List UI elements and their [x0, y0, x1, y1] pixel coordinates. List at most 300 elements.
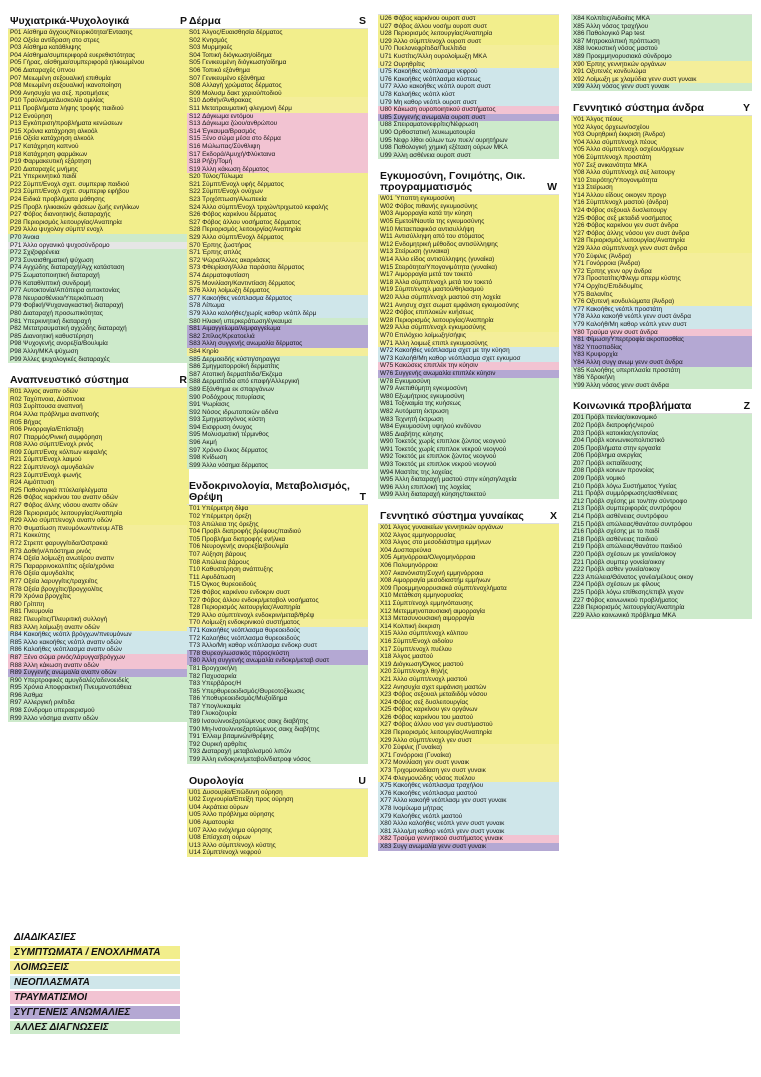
- legend-item-injuries: ΤΡΑΥΜΑΤΙΣΜΟΙ: [10, 991, 180, 1004]
- code-item: P82 Μετατραυματική αγχώδης διαταραχή: [8, 325, 189, 333]
- code-item: U71 Κυστίτις/Άλλη ουρολοίμωξη ΜΚΑ: [378, 53, 559, 61]
- code-item: X74 Φλεγμονώδης νόσος πυέλου: [378, 775, 559, 783]
- code-item: P80 Διαταραχή προσωπικότητας: [8, 310, 189, 318]
- code-item: R26 Φόβος καρκίνου του αναπν οδών: [8, 494, 189, 502]
- code-item: X87 Μητροκολπική πρόπτωση: [571, 38, 752, 46]
- section: [571, 14, 752, 91]
- code-item: S82 Σπίλος/Κρεατοελιά: [187, 333, 368, 341]
- code-item: T91 Έλλειμ βιταμινών/θρέψης: [187, 733, 368, 741]
- code-item: Y76 Οξυτενή κονδυλώματα (Άνδρα): [571, 298, 752, 306]
- code-item: X14 Κολπική έκκριση: [378, 623, 559, 631]
- code-item: Z15 Πρόβλ απώλειας/θανάτου συντρόφου: [571, 521, 752, 529]
- code-item: Y05 Άλλο σύμπτ/ενοχλ οσχέου/όρχεων: [571, 146, 752, 154]
- code-item: Y85 Καλοήθης υπερπλασία προστάτη: [571, 367, 752, 375]
- code-item: R23 Σύμπτ/Ενοχλ φωνής: [8, 472, 189, 480]
- code-item: P03 Αίσθημα κατάθλιψης: [8, 44, 189, 52]
- code-item: Y79 Καλοήθ/Μη καθορ νεόπλ γενν συστ: [571, 321, 752, 329]
- code-item: P24 Ειδικά προβλήματα μάθησης: [8, 196, 189, 204]
- code-item: P75 Σωματοποιητική διαταραχή: [8, 272, 189, 280]
- code-item: R82 Πλευρίτις/Πλευριτική συλλογή: [8, 616, 189, 624]
- code-item: P07 Μειωμένη σεξουαλική επιθυμία: [8, 75, 189, 83]
- code-item: Y06 Σύμπτ/ενοχλ προστάτη: [571, 154, 752, 162]
- code-item: Y08 Άλλο σύμπτ/ενοχλ σεξ λειτουργ: [571, 169, 752, 177]
- code-item: S95 Μολυσματική τέρμινθος: [187, 431, 368, 439]
- code-item: S15 Ξένο σώμα μέσα στο δέρμα: [187, 135, 368, 143]
- section-title: Ουρολογία: [189, 774, 244, 787]
- section-header: [378, 169, 559, 194]
- code-item: S17 Εκδορά/Αμυχή/Φλύκταινα: [187, 151, 368, 159]
- code-item: T03 Απώλεια της όρεξης: [187, 521, 368, 529]
- code-item: Y86 Υδροκήλη: [571, 374, 752, 382]
- code-item: T11 Αφυδάτωση: [187, 574, 368, 582]
- code-item: W11 Αντισύλληψη από του στόματος: [378, 233, 559, 241]
- code-item: X13 Μετασυνουσιακή αιμορραγία: [378, 615, 559, 623]
- code-item: P74 Αγχώδης διαταραχή/Αγχ κατάσταση: [8, 264, 189, 272]
- code-item: X17 Σύμπτ/ενοχλ πυέλου: [378, 646, 559, 654]
- code-item: U07 Άλλο ενόχλημα ούρησης: [187, 827, 368, 835]
- code-item: S73 Φθειρίαση/Άλλα παράσιτα δέρματος: [187, 264, 368, 272]
- code-list: [8, 28, 189, 363]
- code-item: S01 Άλγος/Ευαισθησία δέρματος: [187, 29, 368, 37]
- code-item: W82 Αυτόματη έκτρωση: [378, 408, 559, 416]
- code-item: W91 Τοκετός χωρίς επιπλοκ νεκρού νεογνού: [378, 446, 559, 454]
- section-letter: S: [358, 15, 366, 27]
- code-item: W70 Επιλόχειο λοίμωξη/σήψις: [378, 332, 559, 340]
- code-item: X15 Άλλο σύμπτ/ενοχλ κόλπου: [378, 630, 559, 638]
- column-2: [187, 14, 368, 867]
- code-item: X99 Άλλη νόσος γενν συστ γυναικ: [571, 83, 752, 91]
- code-item: X07 Ακανόνιστη/Συχνή εμμηνόρροια: [378, 570, 559, 578]
- code-item: S74 Δερματοφυτίαση: [187, 272, 368, 280]
- code-item: R73 Δοθιήν/Απόστημα ρινός: [8, 548, 189, 556]
- code-item: X86 Παθολογικό Pap test: [571, 30, 752, 38]
- code-item: P04 Αίσθημα/συμπεριφορά ευερεθιστότητας: [8, 52, 189, 60]
- legend-item-neoplasms: ΝΕΟΠΛΑΣΜΑΤΑ: [10, 976, 180, 989]
- code-item: P99 Άλλες ψυχολογικές διαταραχές: [8, 356, 189, 364]
- code-item: W72 Κακοήθες νεόπλασμα σχετ με την κύηση: [378, 347, 559, 355]
- code-item: R95 Χρόνια Αποφρακτική Πνευμονοπάθεια: [8, 684, 189, 692]
- code-item: S08 Αλλαγή χρώματος δέρματος: [187, 82, 368, 90]
- code-item: X18 Άλγος μαστού: [378, 653, 559, 661]
- code-item: W71 Άλλη λοιμωξ επιπλ εγκυμοσύνης: [378, 340, 559, 348]
- code-item: S93 Σμηγματογόνος κύστη: [187, 416, 368, 424]
- code-item: X77 Άλλο κακοήθ νεόπλασμ γεν συστ γυναικ: [378, 797, 559, 805]
- code-item: U28 Περιορισμός λειτουργίας/Αναπηρία: [378, 30, 559, 38]
- code-item: X81 Άλλο/μη καθορ νεόπλ γενν συστ γυναικ: [378, 828, 559, 836]
- code-item: Z23 Απώλεια/Θάνατος γονέα/μέλους οικογ: [571, 574, 752, 582]
- section: [8, 373, 189, 722]
- code-item: X28 Περιορισμός λειτουργίας/Αναπηρία: [378, 729, 559, 737]
- code-item: R25 Παθολογικά πτύελα/φλέγματα: [8, 487, 189, 495]
- code-item: T07 Αύξηση βάρους: [187, 551, 368, 559]
- code-item: T72 Καλοήθες νεόπλασμα θυρεοειδούς: [187, 635, 368, 643]
- code-item: S94 Εισφρυση όνυχος: [187, 424, 368, 432]
- code-item: P15 Χρόνια κατάχρηση αλκοόλ: [8, 128, 189, 136]
- code-item: S84 Κηρίο: [187, 348, 368, 356]
- section-title: Ενδοκρινολογία, Μεταβολισμός, Θρέψη: [189, 480, 350, 504]
- code-item: P21 Υπερκινητικό παιδί: [8, 173, 189, 181]
- code-item: U06 Αιματουρία: [187, 819, 368, 827]
- code-item: W80 Εξωμήτριος εγκυμοσύνη: [378, 393, 559, 401]
- code-item: W76 Συγγενής ανωμαλία επιπλέκ κύησιν: [378, 370, 559, 378]
- section-header: [8, 14, 189, 28]
- code-item: X04 Δυσπαρεύνια: [378, 547, 559, 555]
- code-item: Y84 Άλλη συγγ ανωμ γενν συστ άνδρα: [571, 359, 752, 367]
- code-item: T04 Προβλ διατροφής βρέφους/παιδιού: [187, 528, 368, 536]
- code-item: R71 Κοκκύτης: [8, 532, 189, 540]
- code-item: Y13 Στείρωση: [571, 184, 752, 192]
- code-item: U26 Φόβος καρκίνου ουροπ συστ: [378, 15, 559, 23]
- code-item: R02 Ταχύπνοια, Δύσπνοια: [8, 396, 189, 404]
- section-header: [187, 774, 368, 788]
- code-item: T93 Διαταραχή μεταβολισμού λιπών: [187, 748, 368, 756]
- code-item: X10 Μετάθεση εμμηνορυσίας: [378, 592, 559, 600]
- section-header: [571, 101, 752, 115]
- code-item: W14 Άλλο είδος αντισύλληψης (γυναίκα): [378, 256, 559, 264]
- code-list: [187, 504, 368, 763]
- code-item: S12 Δάγκωμα εντόμου: [187, 113, 368, 121]
- code-item: Z09 Πρόβλ νομικό: [571, 475, 752, 483]
- code-item: S97 Χρόνιο έλκος δέρματος: [187, 447, 368, 455]
- code-item: Y01 Άλγος πέους: [571, 116, 752, 124]
- code-item: X23 Φόβος σεξουαλ μεταδιδόμ νόσου: [378, 691, 559, 699]
- code-item: X83 Συγγ ανωμαλία γενν συστ γυναικ: [378, 843, 559, 851]
- code-item: W05 Εμετοί/Ναυτία της εγκυμοσύνης: [378, 218, 559, 226]
- code-item: R84 Κακοήθες νεόπλ βρόγχων/πνευμόνων: [8, 631, 189, 639]
- code-item: U75 Κακοήθες νεόπλασμα νεφρού: [378, 68, 559, 76]
- code-item: U70 Πυελονεφρίτιδα/Πυελίτιδα: [378, 45, 559, 53]
- code-item: T71 Κακοήθες νεόπλασμα θυρεοειδούς: [187, 627, 368, 635]
- code-item: W96 Άλλη επιπλοκή της λοχείας: [378, 484, 559, 492]
- code-item: P12 Ενούρηση: [8, 113, 189, 121]
- code-item: Z18 Πρόβλ ασθένειας παιδιού: [571, 536, 752, 544]
- code-item: W02 Φόβος πιθανής εγκυμοσύνης: [378, 203, 559, 211]
- code-item: X91 Οξυτενές κονδυλώμα: [571, 68, 752, 76]
- code-item: T28 Περιορισμός λειτουργίας/Αναπηρία: [187, 604, 368, 612]
- code-item: T06 Νευρογενής ανορεξία/βουλιμία: [187, 543, 368, 551]
- code-item: S89 Εξάνθημα εκ σπαργάνων: [187, 386, 368, 394]
- code-item: W84 Εγκυμοσύνη υψηλού κινδύνου: [378, 423, 559, 431]
- code-item: S77 Κακοήθες νεόπλασμα δέρματος: [187, 295, 368, 303]
- code-item: R80 Γρίππη: [8, 601, 189, 609]
- code-item: T01 Υπέρμετρη δίψα: [187, 505, 368, 513]
- legend-item-symptoms: ΣΥΜΠΤΩΜΑΤΑ / ΕΝΟΧΛΗΜΑΤΑ: [10, 946, 180, 959]
- code-item: Y16 Σύμπτ/ενοχλ μαστού (άνδρα): [571, 199, 752, 207]
- code-item: T87 Υπογλυκαιμία: [187, 703, 368, 711]
- code-item: S24 Άλλο σύμπτ/Ενοχλ τριχών/τριχωτού κεφαλής: [187, 204, 368, 212]
- code-item: T86 Υποθυρεοειδισμός/Μυξοίδημα: [187, 695, 368, 703]
- code-item: S10 Δοθιήν/Άνθρακας: [187, 97, 368, 105]
- code-item: T73 Άλλο/Μη καθορ νεόπλασμα ενδοκρ συστ: [187, 642, 368, 650]
- section-title: Δέρμα: [189, 15, 221, 27]
- code-item: S96 Ακμή: [187, 439, 368, 447]
- code-item: X78 Ινομύωμα μήτρας: [378, 805, 559, 813]
- code-item: X80 Άλλο καλοήθες νεόπλ γενν συστ γυναικ: [378, 820, 559, 828]
- code-item: S09 Μολυσμ δακτ χεριού/ποδιού: [187, 90, 368, 98]
- code-item: X22 Ανησυχία σχετ εμφάνιση μαστών: [378, 684, 559, 692]
- code-item: W29 Άλλα σύμπτ/ενοχλ εγκυμοσύνης: [378, 324, 559, 332]
- code-item: S05 Γενικευμένη διόγκωση/οίδημα: [187, 59, 368, 67]
- code-item: Y28 Περιορισμός λειτουργίας/Αναπηρία: [571, 237, 752, 245]
- code-item: W28 Περιορισμός λειτουργίας/Αναπηρία: [378, 317, 559, 325]
- code-item: U27 Φόβος άλλου νοσήμ ουροπ συστ: [378, 23, 559, 31]
- code-item: S16 Μώλωπας/Σύνθλιψη: [187, 143, 368, 151]
- code-item: R24 Αιμόπτυση: [8, 479, 189, 487]
- code-item: R29 Άλλο σύμπτ/ενοχλ αναπν οδών: [8, 517, 189, 525]
- code-item: Y07 Σεξ ανικανότητα ΜΚΑ: [571, 162, 752, 170]
- code-item: W21 Ανησυχ σχετ σωματ εμφάνιση εγκυμοσύνης: [378, 302, 559, 310]
- code-item: T89 Γλυκοζουρία: [187, 710, 368, 718]
- code-item: X89 Προεμμηνορυσιακό σύνδρομο: [571, 53, 752, 61]
- section-title: Ψυχιατρικά-Ψυχολογικά: [10, 15, 130, 27]
- code-item: X79 Καλοήθες νεόπλ μαστού: [378, 813, 559, 821]
- code-item: T80 Άλλη συγγενής ανωμαλία ενδοκρ/μεταβ συστ: [187, 657, 368, 665]
- code-item: X26 Φόβος καρκίνου του μαστού: [378, 714, 559, 722]
- code-item: Z22 Πρόβλ ασθεν γονεία/οικογ: [571, 566, 752, 574]
- code-item: Y70 Σύφιλις (Άνδρα): [571, 253, 752, 261]
- code-item: S20 Τύλος/Τύλωμα: [187, 173, 368, 181]
- code-item: S72 Ψώρα/Άλλες ακαριάσεις: [187, 257, 368, 265]
- column-3: [378, 14, 559, 861]
- code-item: P18 Κατάχρηση φαρμάκων: [8, 151, 189, 159]
- code-item: W73 Καλοήθ/Μη καθορ νεόπλασμα σχετ εγκυμοσ: [378, 355, 559, 363]
- code-item: Y27 Φόβος άλλης νόσου γεν συστ άνδρα: [571, 230, 752, 238]
- code-item: T85 Υπερθυρεοειδισμός/Θυρεοτοξίκωσις: [187, 688, 368, 696]
- code-item: W99 Άλλη διαταραχή κύησης/τοκετού: [378, 491, 559, 499]
- code-item: Z06 Πρόβλημα ανεργίας: [571, 452, 752, 460]
- code-item: U08 Επίσχεση ούρων: [187, 834, 368, 842]
- section: [187, 774, 368, 857]
- code-item: P05 Γήρας, αίσθημα/συμπεριφορά ηλικιωμένου: [8, 59, 189, 67]
- code-item: R77 Οξεία λαρυγγίτις/τραχειίτις: [8, 578, 189, 586]
- code-item: P25 Προβλ ηλικιακών φάσεων ζωής ενηλίκων: [8, 204, 189, 212]
- code-item: U76 Κακοήθες νεόπλασμα κύστεως: [378, 76, 559, 84]
- code-item: U80 Κάκωση ουροποιητικού συστήματος: [378, 106, 559, 114]
- code-item: W92 Τοκετός με επιπλοκ ζώντος νεογνού: [378, 453, 559, 461]
- section-letter: R: [179, 374, 187, 387]
- code-item: P78 Νευρασθένεια/Υπερκόπωση: [8, 295, 189, 303]
- code-item: P11 Προβλήματα λήψης τροφής παιδιού: [8, 105, 189, 113]
- code-item: T99 Άλλη ενδοκριν/μεταβολ/διατροφ νόσος: [187, 756, 368, 764]
- code-item: T92 Ουρική αρθρίτις: [187, 741, 368, 749]
- code-item: U01 Δυσουρία/Επώδυνη ούρηση: [187, 789, 368, 797]
- code-item: P16 Οξεία κατάχρηση αλκοόλ: [8, 135, 189, 143]
- code-item: W75 Κακώσεις επιπλέκ την κύησιν: [378, 362, 559, 370]
- code-item: T15 Όγκος θυρεοειδούς: [187, 581, 368, 589]
- code-item: X27 Φόβος άλλου νοσ γεν συστ/μαστού: [378, 721, 559, 729]
- code-item: X05 Αμηνόρροια/Ολιγομηνόρροια: [378, 554, 559, 562]
- code-item: S71 Έρπης απλός: [187, 249, 368, 257]
- code-item: T89 Ινσουλινοεξαρτώμενος σακχ διαβήτης: [187, 718, 368, 726]
- code-item: Z12 Πρόβλ σχέσης με τον/την σύντροφο: [571, 498, 752, 506]
- section: [378, 169, 559, 499]
- code-item: W78 Εγκυμοσύνη: [378, 378, 559, 386]
- code-list: [378, 14, 559, 159]
- code-item: S70 Έρπης ζωστήρας: [187, 242, 368, 250]
- code-item: W94 Μαστίτις της λοχείας: [378, 469, 559, 477]
- code-item: S21 Σύμπτ/Ενοχλ υφής δέρματος: [187, 181, 368, 189]
- code-item: R21 Σύμπτ/Ενοχλ λαιμού: [8, 456, 189, 464]
- section-letter: Y: [742, 101, 750, 114]
- code-item: W85 Διαβήτης κύησης: [378, 431, 559, 439]
- code-item: W17 Αιμορραγία μετά τον τοκετό: [378, 271, 559, 279]
- code-item: Y10 Στειρότης/Υπογονιμότητα: [571, 177, 752, 185]
- code-item: P70 Άνοια: [8, 234, 189, 242]
- code-item: T82 Παχυσαρκία: [187, 673, 368, 681]
- code-item: U78 Καλοήθες νεόπλ κύστ: [378, 91, 559, 99]
- code-item: S13 Δάγκωμα ζώου/ανθρώπου: [187, 120, 368, 128]
- code-item: Z07 Πρόβλ εκπαίδευσης: [571, 460, 752, 468]
- code-item: Y81 Φίμωση/Υπερτροφία ακροποσθίας: [571, 336, 752, 344]
- code-item: Y80 Τραύμα γενν συστ άνδρα: [571, 329, 752, 337]
- code-item: U02 Συχνουρία/Επείξη προς ούρηση: [187, 796, 368, 804]
- code-item: Z21 Πρόβλ συμπερ γονεία/οικογ: [571, 559, 752, 567]
- code-item: Y26 Φόβος καρκίνου γεν συστ άνδρα: [571, 222, 752, 230]
- code-item: Y03 Ουρηθρική έκκριση (Άνδρα): [571, 131, 752, 139]
- code-item: Y71 Γονόρροια (Άνδρα): [571, 260, 752, 268]
- legend-item-congenital: ΣΥΓΓΕΝΕΙΣ ΑΝΩΜΑΛΙΕΣ: [10, 1006, 180, 1019]
- code-item: R74 Οξεία λοίμωξη ανωτέρου αναπν: [8, 555, 189, 563]
- code-item: R01 Άλγος αναπν οδών: [8, 388, 189, 396]
- code-item: X16 Σύμπτ/Ενοχλ αιδοίου: [378, 638, 559, 646]
- code-list: [571, 413, 752, 619]
- section: [187, 14, 368, 469]
- code-item: P13 Εγκόπριση/προβλήματα κενώσεων: [8, 120, 189, 128]
- code-item: U95 Νεφρ λίθοι ούλων των πυελ/ ουρητήρων: [378, 137, 559, 145]
- code-list: [187, 788, 368, 857]
- code-item: T26 Φόβος καρκίνου ενδοκριν συστ: [187, 589, 368, 597]
- code-item: S87 Ατοπική δερματίτιδα/Έκζεμα: [187, 371, 368, 379]
- code-item: U88 Σπειραματονεφρίτις/Νέφρωση: [378, 121, 559, 129]
- code-item: S18 Ρήξη/Τομή: [187, 158, 368, 166]
- code-list: [571, 115, 752, 389]
- code-item: R76 Οξεία αμυγδαλίτις: [8, 570, 189, 578]
- code-item: S91 Ψωρίασις: [187, 401, 368, 409]
- code-item: X71 Γονόρροια (Γυναίκα): [378, 752, 559, 760]
- code-item: P19 Φαρμακευτική εξάρτηση: [8, 158, 189, 166]
- code-item: R98 Σύνδρομο υπεραερισμού: [8, 707, 189, 715]
- code-item: W95 Άλλη διαταραχή μαστού στην κύηση/λοχεία: [378, 476, 559, 484]
- code-item: T90 Μη-Ινσουλινοεξαρτώμενος σακχ διαβήτης: [187, 726, 368, 734]
- code-item: X09 Προεμμηνορρυσιακά σύμπτ/ενοχλήματα: [378, 585, 559, 593]
- code-item: S04 Τοπική διόγκωση/οίδημα: [187, 52, 368, 60]
- code-item: X88 Ινοκυστική νόσος μαστού: [571, 45, 752, 53]
- code-item: S85 Δερμοειδής κύστη/σηραγγα: [187, 356, 368, 364]
- code-item: S86 Σμηγματορροϊκή δερματίτις: [187, 363, 368, 371]
- code-item: X11 Σύμπτ/ενοχλ εμμηνόπαυσης: [378, 600, 559, 608]
- code-item: T08 Απώλεια βάρους: [187, 559, 368, 567]
- code-item: Z14 Πρόβλ ασθένειας συντρόφου: [571, 513, 752, 521]
- code-item: Z01 Πρόβλ πενίας/οικονομικό: [571, 414, 752, 422]
- code-item: R81 Πνευμονία: [8, 608, 189, 616]
- code-item: W90 Τοκετός χωρίς επιπλοκ ζώντος νεογνού: [378, 438, 559, 446]
- code-item: T78 Θυρεογλωσσικός πόρος/κύστη: [187, 650, 368, 658]
- section-header: [571, 399, 752, 413]
- legend-item-infections: ΛΟΙΜΩΞΕΙΣ: [10, 961, 180, 974]
- section-header: [187, 479, 368, 504]
- code-item: S79 Άλλο καλοήθες/χωρίς καθορ νεόπλ δέρμ: [187, 310, 368, 318]
- code-item: S90 Ροδόχρους πιτυρίασις: [187, 394, 368, 402]
- code-item: X08 Αιμορραγία μεσοδιαστήμ εμμήνων: [378, 577, 559, 585]
- code-item: W13 Στείρωση (γυναικα): [378, 248, 559, 256]
- code-item: U14 Σύμπτ/ενοχλ νεφρού: [187, 849, 368, 857]
- section-title: Κοινωνικά προβλήματα: [573, 400, 692, 413]
- code-item: P98 Άλλη/ΜΚΑ ψύχωση: [8, 348, 189, 356]
- code-item: R96 Άσθμα: [8, 692, 189, 700]
- code-item: Y24 Φόβος σεξουαλ δυσλειτουργ: [571, 207, 752, 215]
- code-item: Z27 Φόβος κοινωνικού προβλήματος: [571, 597, 752, 605]
- code-item: S26 Φόβος καρκίνου δέρματος: [187, 211, 368, 219]
- code-item: W81 Τοξιναιμία της κυήσεως: [378, 400, 559, 408]
- section: [187, 479, 368, 763]
- code-item: P23 Σύμπτ/Ενοχλ σχετ. συμπεριφ εφήβου: [8, 188, 189, 196]
- code-item: X29 Άλλο σύμπτ/ενοχλ γεν συστ: [378, 737, 559, 745]
- code-item: P71 Άλλο οργανικό ψυχοσύνδρομο: [8, 242, 189, 250]
- code-item: S11 Μετατραυματική φλεγμονή δέρμ: [187, 105, 368, 113]
- code-item: S02 Κνησμός: [187, 37, 368, 45]
- code-item: S14 Έγκαυμα/Βρασμός: [187, 128, 368, 136]
- code-item: U04 Ακράτεια ούρων: [187, 804, 368, 812]
- code-item: S22 Σύμπτ/Ενοχλ ονύχων: [187, 188, 368, 196]
- code-item: R86 Καλοήθες νεόπλασμα αναπν οδών: [8, 646, 189, 654]
- section-title: Γεννητικό σύστημα γυναίκας: [380, 510, 524, 523]
- code-item: U77 Άλλο κακοήθες νεόπλ ουροπ συστ: [378, 83, 559, 91]
- code-item: S99 Άλλο νόσημα δέρματος: [187, 462, 368, 470]
- code-item: X19 Διόγκωση/Όγκος μαστού: [378, 661, 559, 669]
- code-item: S80 Ηλιακή υπερκεράτωση/έγκαυμα: [187, 318, 368, 326]
- code-item: P72 Σχιζοφρένεια: [8, 249, 189, 257]
- code-item: W18 Άλλα σύμπτ/ενοχλ μετά τον τοκετό: [378, 279, 559, 287]
- code-item: Z02 Πρόβλ διατροφής/νερού: [571, 422, 752, 430]
- code-item: S88 Δερματίτιδα από επαφή/Αλλεργική: [187, 378, 368, 386]
- code-item: S92 Νόσος ιδρωτοποιών αδένα: [187, 409, 368, 417]
- code-item: U13 Άλλο σύμπτ/ενοχλ κύστης: [187, 842, 368, 850]
- section: [571, 101, 752, 389]
- code-item: S03 Μυρμηκιές: [187, 44, 368, 52]
- code-item: X72 Μονιλίαση γεν συστ γυναικ: [378, 759, 559, 767]
- code-item: R89 Συγγενής ανωμαλία αναπν οδών: [8, 669, 189, 677]
- code-item: P28 Περιορισμός λειτουργίας/Αναπηρία: [8, 219, 189, 227]
- code-item: Y73 Προστατίτις/Φλεγμ σπερμ κύστης: [571, 275, 752, 283]
- code-item: Y82 Υποσπαδίας: [571, 344, 752, 352]
- code-item: R06 Ρινορραγία/Επίσταξη: [8, 426, 189, 434]
- code-item: P09 Ανησυχία για σεξ. προτιμήσεις: [8, 90, 189, 98]
- code-item: Z04 Πρόβλ κοινωνικοπολιτιστικό: [571, 437, 752, 445]
- code-item: P98 Ψυχογενής ανορεξία/Βουλιμία: [8, 340, 189, 348]
- code-item: Z20 Πρόβλ σχέσεων με γονεία/οικογ: [571, 551, 752, 559]
- code-item: R97 Αλλεργική ρινίτιδα: [8, 699, 189, 707]
- code-item: P02 Οξεία αντίδραση στο στρες: [8, 37, 189, 45]
- code-item: X92 Λοίμωξη με χλαμύδια γενν συστ γυναικ: [571, 76, 752, 84]
- code-item: Y74 Ορχίτις/Επιδιδυμίτις: [571, 283, 752, 291]
- code-item: W12 Ενδομητρική μέθοδος αντισύλληψης: [378, 241, 559, 249]
- code-item: T70 Λοίμωξη ενδοκρινικού συστήματος: [187, 619, 368, 627]
- code-item: Y77 Κακοήθες νεόπλ προστάτη: [571, 306, 752, 314]
- code-item: X85 Άλλη νόσος τραχήλου: [571, 23, 752, 31]
- code-item: T83 Υπερβάρος/Η: [187, 680, 368, 688]
- code-item: Z16 Πρόβλ σχέσης με το παιδί: [571, 528, 752, 536]
- section-letter: W: [547, 181, 557, 194]
- code-item: X02 Άλγος εμμηνορρυσίας: [378, 532, 559, 540]
- section-header: [8, 373, 189, 387]
- code-item: R72 Στρεπτ φαρυγγίτιδα/Οστρακιά: [8, 540, 189, 548]
- section-letter: X: [549, 510, 557, 523]
- code-item: X73 Τριχομοναδίαση γεν συστ γυναικ: [378, 767, 559, 775]
- code-item: Z28 Περιορισμός λειτουργίας/Αναπηρία: [571, 604, 752, 612]
- code-item: X03 Άλγος στο μεσοδιάστημα εμμήνων: [378, 539, 559, 547]
- code-item: X84 Κολπίτις/Αιδοιίτις ΜΚΑ: [571, 15, 752, 23]
- code-item: W93 Τοκετός με επιπλοκ νεκρού νεογνού: [378, 461, 559, 469]
